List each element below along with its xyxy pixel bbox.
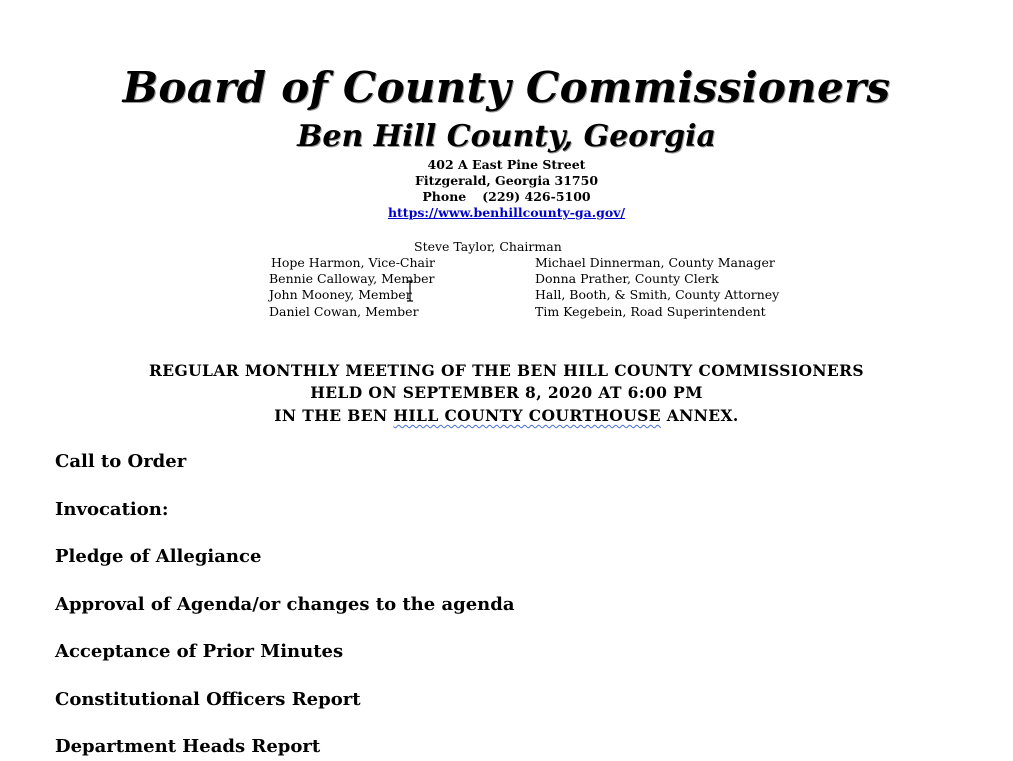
roster-right-item: Michael Dinnerman, County Manager	[535, 255, 775, 270]
meeting-line-3-prefix: IN THE BEN	[274, 406, 394, 425]
phone-line	[0, 189, 1013, 205]
roster-chairman: Steve Taylor, Chairman	[414, 239, 562, 254]
agenda-item-invocation: Invocation:	[55, 499, 169, 520]
roster-left-item: John Mooney, Member	[269, 287, 412, 302]
website-link[interactable]: https://www.benhillcounty-ga.gov/	[387, 205, 626, 220]
agenda-item-approval-of-agenda: Approval of Agenda/or changes to the agenda	[55, 594, 515, 615]
website-line	[0, 205, 1013, 221]
phone-number: (229) 426-5100	[482, 189, 591, 204]
street-address: 402 A East Pine Street	[427, 157, 586, 172]
spellcheck-flagged-text[interactable]: HILL COUNTY COURTHOUSE	[393, 406, 661, 425]
agenda-item-constitutional-officers: Constitutional Officers Report	[55, 689, 361, 710]
agenda-item-prior-minutes: Acceptance of Prior Minutes	[55, 641, 344, 662]
roster-left-item: Bennie Calloway, Member	[269, 271, 435, 286]
meeting-heading-line-1: REGULAR MONTHLY MEETING OF THE BEN HILL COUNTY COMMISSIONERS	[148, 361, 865, 380]
i-beam-cursor-icon	[405, 280, 415, 302]
roster-right-item: Donna Prather, County Clerk	[535, 271, 719, 286]
meeting-heading-line-3	[0, 405, 1013, 427]
roster-right-item: Hall, Booth, & Smith, County Attorney	[535, 287, 780, 302]
agenda-item-call-to-order: Call to Order	[55, 451, 187, 472]
city-state-zip: Fitzgerald, Georgia 31750	[414, 173, 599, 188]
document-title: Board of County Commissioners	[122, 63, 891, 112]
roster-left-item: Hope Harmon, Vice-Chair	[271, 255, 435, 270]
phone-label: Phone	[422, 189, 467, 204]
roster-left-item: Daniel Cowan, Member	[269, 304, 419, 319]
roster-right-item: Tim Kegebein, Road Superintendent	[535, 304, 766, 319]
document-subtitle: Ben Hill County, Georgia	[297, 119, 716, 154]
agenda-item-pledge: Pledge of Allegiance	[55, 546, 262, 567]
meeting-line-3-suffix: ANNEX.	[660, 406, 739, 425]
meeting-heading-line-2: HELD ON SEPTEMBER 8, 2020 AT 6:00 PM	[310, 383, 703, 402]
agenda-item-department-heads: Department Heads Report	[55, 736, 321, 757]
